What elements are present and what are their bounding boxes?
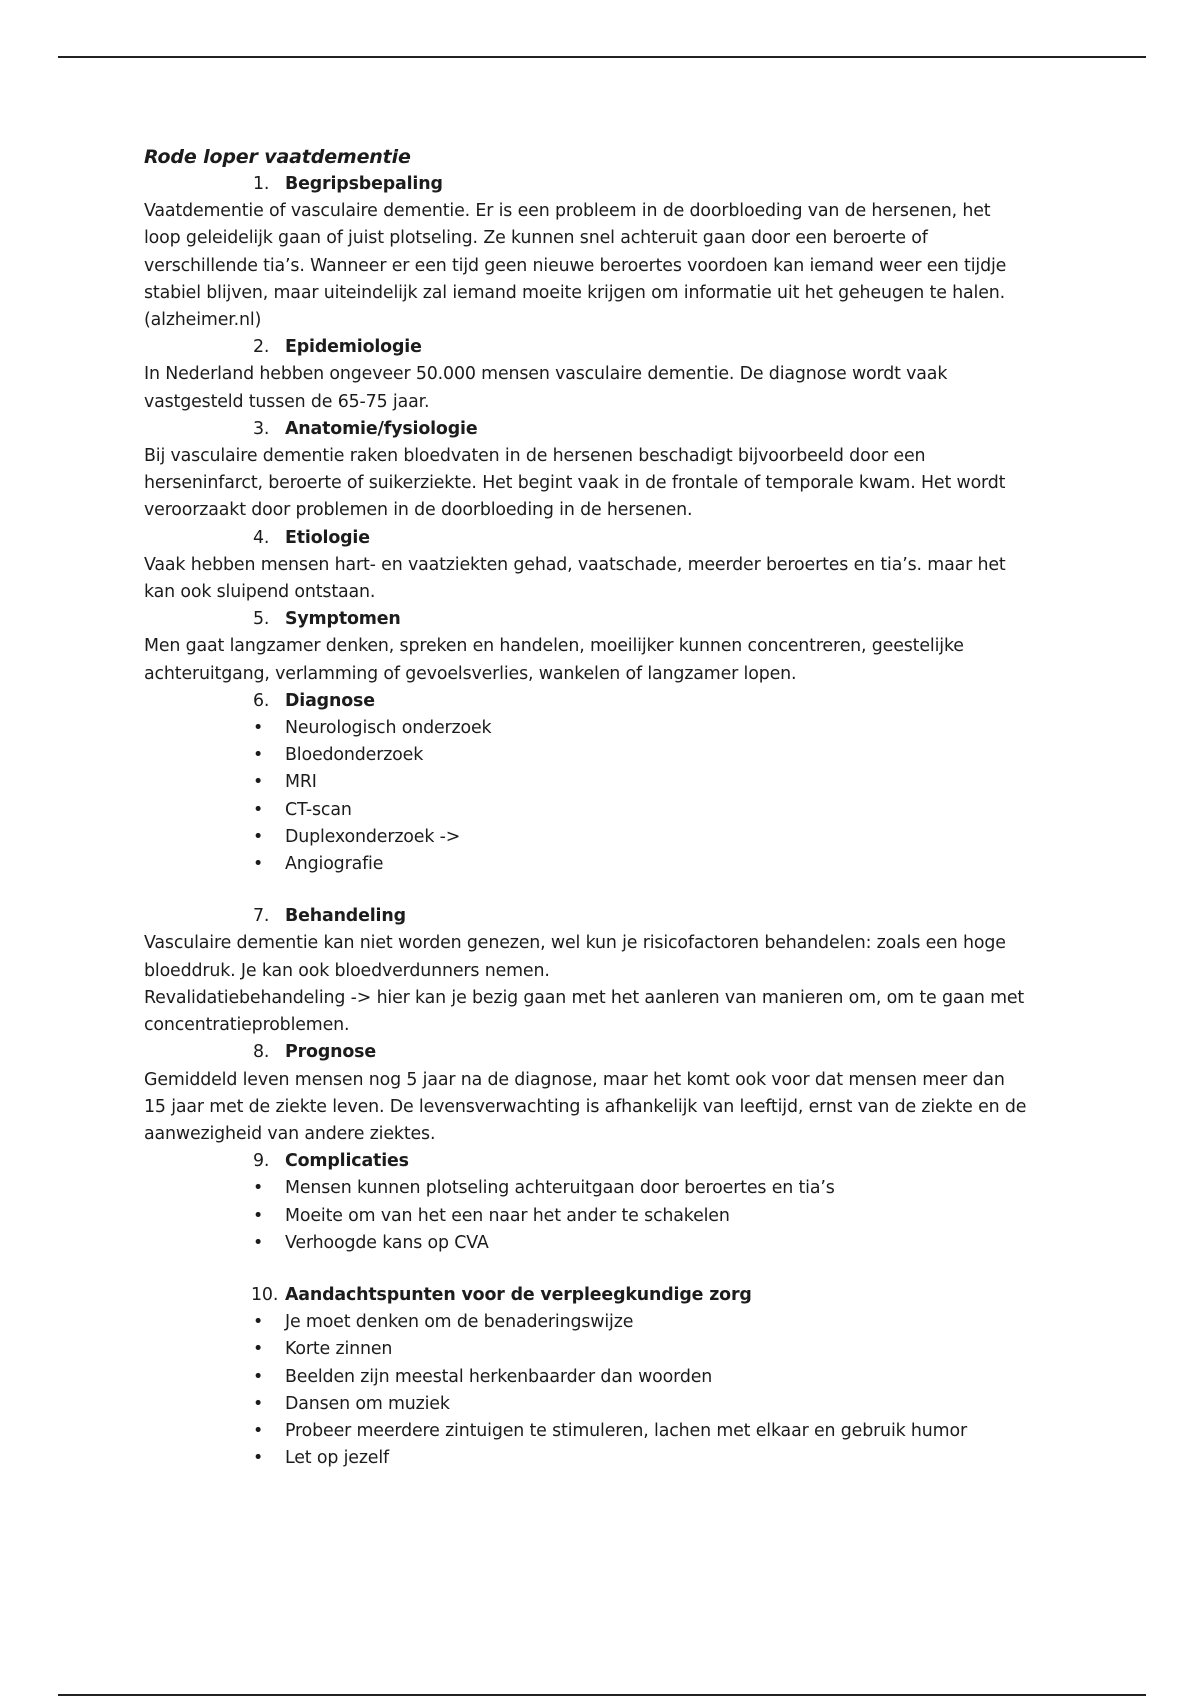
- list-item: [144, 1418, 1084, 1445]
- list-item-text: Verhoogde kans op CVA: [285, 1232, 489, 1253]
- text-line: achteruitgang, verlamming of gevoelsverlies, wankelen of langzamer lopen.: [144, 663, 797, 684]
- text-line: herseninfarct, beroerte of suikerziekte. Het begint vaak in de frontale of temporale kwam. Het wordt: [144, 473, 1006, 494]
- section-title: Complicaties: [285, 1151, 409, 1172]
- text-line: Gemiddeld leven mensen nog 5 jaar na de diagnose, maar het komt ook voor dat mensen meer dan: [144, 1069, 1005, 1090]
- paragraph-behandeling: [144, 930, 1084, 1039]
- list-item-text: Angiografie: [285, 854, 384, 875]
- bullet-icon: •: [253, 1312, 264, 1333]
- bullet-list-complicaties: [144, 1175, 1084, 1257]
- text-line: 15 jaar met de ziekte leven. De levensverwachting is afhankelijk van leeftijd, ernst van de ziekte en de: [144, 1096, 1027, 1117]
- blank-line: [144, 878, 1084, 903]
- list-item: [144, 1364, 1084, 1391]
- text-line: vastgesteld tussen de 65-75 jaar.: [144, 391, 430, 412]
- section-title: Aandachtspunten voor de verpleegkundige zorg: [285, 1284, 752, 1305]
- bullet-list-diagnose: [144, 715, 1084, 878]
- bullet-icon: •: [253, 1205, 264, 1226]
- text-line: stabiel blijven, maar uiteindelijk zal iemand moeite krijgen om informatie uit het geheugen te halen.: [144, 282, 1005, 303]
- text-line: aanwezigheid van andere ziektes.: [144, 1123, 436, 1144]
- section-number: 8.: [253, 1042, 270, 1063]
- list-item: [144, 769, 1084, 796]
- section-number: 5.: [253, 609, 270, 630]
- list-item: [144, 1230, 1084, 1257]
- text-line: bloeddruk. Je kan ook bloedverdunners nemen.: [144, 960, 550, 981]
- list-item-text: Mensen kunnen plotseling achteruitgaan door beroertes en tia’s: [285, 1178, 835, 1199]
- list-item: [144, 797, 1084, 824]
- list-item-text: Probeer meerdere zintuigen te stimuleren, lachen met elkaar en gebruik humor: [285, 1420, 967, 1441]
- list-item-text: CT-scan: [285, 799, 352, 820]
- list-item-text: Je moet denken om de benaderingswijze: [285, 1312, 634, 1333]
- section-heading-complicaties: [144, 1148, 1084, 1175]
- section-heading-etiologie: [144, 525, 1084, 552]
- list-item-text: Dansen om muziek: [285, 1393, 450, 1414]
- paragraph-begripsbepaling: [144, 198, 1084, 334]
- bullet-icon: •: [253, 799, 264, 820]
- list-item-text: Korte zinnen: [285, 1339, 393, 1360]
- text-line: Men gaat langzamer denken, spreken en handelen, moeilijker kunnen concentreren, geestelijke: [144, 636, 964, 657]
- section-heading-begripsbepaling: [144, 171, 1084, 198]
- bottom-rule: [58, 1694, 1146, 1696]
- section-heading-aandachtspunten: [144, 1282, 1084, 1309]
- list-item: [144, 715, 1084, 742]
- text-line: concentratieproblemen.: [144, 1015, 350, 1036]
- list-item-text: Bloedonderzoek: [285, 745, 424, 766]
- section-number: 9.: [253, 1151, 270, 1172]
- section-title: Anatomie/fysiologie: [285, 418, 478, 439]
- list-item: [144, 1309, 1084, 1336]
- text-line: Revalidatiebehandeling -> hier kan je bezig gaan met het aanleren van manieren om, om te gaan met: [144, 987, 1025, 1008]
- text-line: (alzheimer.nl): [144, 310, 262, 331]
- list-item: [144, 851, 1084, 878]
- paragraph-epidemiologie: [144, 361, 1084, 415]
- list-item-text: Moeite om van het een naar het ander te schakelen: [285, 1205, 730, 1226]
- paragraph-etiologie: [144, 552, 1084, 606]
- document-title: Rode loper vaatdementie: [144, 146, 411, 168]
- bullet-icon: •: [253, 1393, 264, 1414]
- list-item-text: Neurologisch onderzoek: [285, 718, 492, 739]
- section-number: 1.: [253, 174, 270, 194]
- list-item-text: Let op jezelf: [285, 1448, 389, 1469]
- section-number: 3.: [253, 418, 270, 439]
- section-title: Symptomen: [285, 609, 401, 630]
- bullet-icon: •: [253, 1339, 264, 1360]
- section-title: Diagnose: [285, 690, 375, 711]
- section-title: Epidemiologie: [285, 337, 422, 358]
- list-item: [144, 1445, 1084, 1472]
- section-title: Etiologie: [285, 527, 370, 548]
- section-heading-prognose: [144, 1039, 1084, 1066]
- text-line: loop geleidelijk gaan of juist plotseling. Ze kunnen snel achteruit gaan door een beroerte of: [144, 228, 928, 249]
- list-item: [144, 1203, 1084, 1230]
- list-item: [144, 1175, 1084, 1202]
- section-heading-diagnose: [144, 688, 1084, 715]
- section-title: Begripsbepaling: [285, 174, 443, 194]
- list-item: [144, 824, 1084, 851]
- section-heading-epidemiologie: [144, 334, 1084, 361]
- section-number: 4.: [253, 527, 270, 548]
- bullet-icon: •: [253, 826, 264, 847]
- top-rule: [58, 56, 1146, 58]
- bullet-icon: •: [253, 1420, 264, 1441]
- text-line: Vasculaire dementie kan niet worden genezen, wel kun je risicofactoren behandelen: zoals een hoge: [144, 933, 1006, 954]
- section-heading-symptomen: [144, 606, 1084, 633]
- list-item: [144, 1391, 1084, 1418]
- bullet-icon: •: [253, 1366, 264, 1387]
- section-title: Prognose: [285, 1042, 376, 1063]
- list-item-text: MRI: [285, 772, 317, 793]
- text-line: Bij vasculaire dementie raken bloedvaten in de hersenen beschadigt bijvoorbeeld door een: [144, 446, 926, 467]
- bullet-icon: •: [253, 718, 264, 739]
- bullet-list-aandachtspunten: [144, 1309, 1084, 1472]
- list-item: [144, 742, 1084, 769]
- section-number: 2.: [253, 337, 270, 358]
- text-line: In Nederland hebben ongeveer 50.000 mensen vasculaire dementie. De diagnose wordt vaak: [144, 364, 948, 385]
- section-number: 7.: [253, 906, 270, 927]
- section-heading-anatomie-fysiologie: [144, 416, 1084, 443]
- blank-line: [144, 1257, 1084, 1282]
- section-number: 6.: [253, 690, 270, 711]
- bullet-icon: •: [253, 772, 264, 793]
- bullet-icon: •: [253, 1448, 264, 1469]
- paragraph-anatomie-fysiologie: [144, 443, 1084, 525]
- paragraph-prognose: [144, 1067, 1084, 1149]
- section-title: Behandeling: [285, 906, 406, 927]
- bullet-icon: •: [253, 745, 264, 766]
- list-item: [144, 1336, 1084, 1363]
- paragraph-symptomen: [144, 633, 1084, 687]
- text-line: kan ook sluipend ontstaan.: [144, 582, 376, 603]
- text-line: verschillende tia’s. Wanneer er een tijd geen nieuwe beroertes voordoen kan iemand weer een tijdje: [144, 255, 1007, 276]
- list-item-text: Beelden zijn meestal herkenbaarder dan woorden: [285, 1366, 713, 1387]
- text-line: Vaak hebben mensen hart- en vaatziekten gehad, vaatschade, meerder beroertes en tia’s. maar het: [144, 554, 1006, 575]
- bullet-icon: •: [253, 1232, 264, 1253]
- text-line: veroorzaakt door problemen in de doorbloeding in de hersenen.: [144, 500, 693, 521]
- bullet-icon: •: [253, 1178, 264, 1199]
- bullet-icon: •: [253, 854, 264, 875]
- section-number: 10.: [251, 1284, 279, 1305]
- document-body: [144, 143, 1084, 1472]
- text-line: Vaatdementie of vasculaire dementie. Er is een probleem in de doorbloeding van de hersenen, het: [144, 201, 991, 222]
- list-item-text: Duplexonderzoek ->: [285, 826, 461, 847]
- section-heading-behandeling: [144, 903, 1084, 930]
